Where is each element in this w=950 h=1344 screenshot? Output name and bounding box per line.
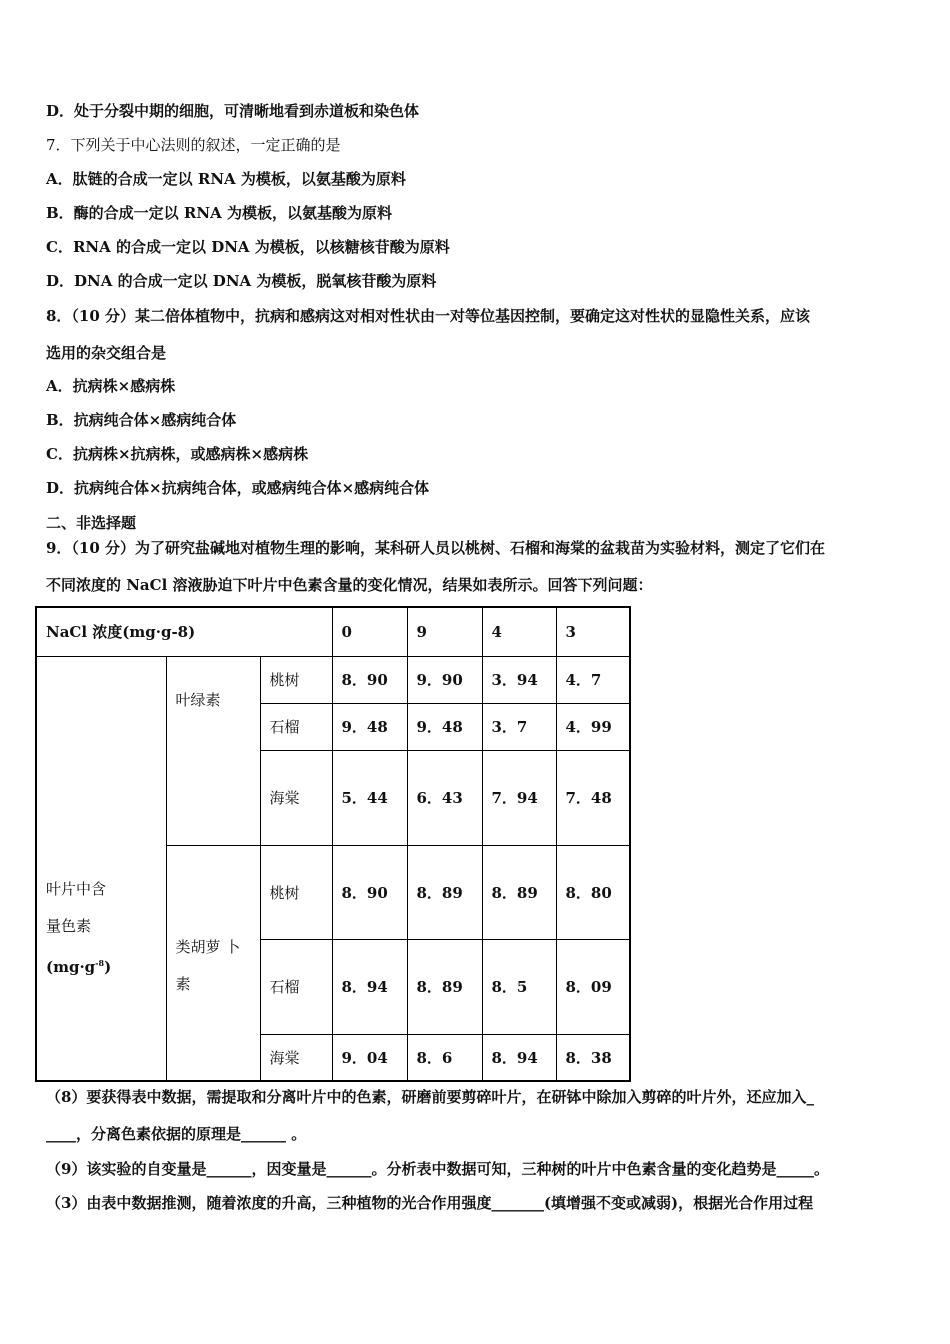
value-cell: 3．94 [482,656,556,703]
q8-option-b: B．抗病纯合体×感病纯合体 [46,411,237,429]
plant-name: 海棠 [260,750,332,845]
q8-option-c: C．抗病株×抗病株，或感病株×感病株 [46,445,309,463]
pigment-chlorophyll: 叶绿素 [166,656,260,845]
q7-option-a: A．肽链的合成一定以 RNA 为模板，以氨基酸为原料 [46,170,406,188]
value-cell: 9．48 [332,703,407,750]
row-group-label [36,656,166,1081]
value-cell: 8．89 [407,939,482,1034]
subq-9: （9）该实验的自变量是______，因变量是______。分析表中数据可知，三种树的叶片中色素含量的变化趋势是_____。 [46,1160,829,1178]
q9-stem-cont: 不同浓度的 NaCl 溶液胁迫下叶片中色素含量的变化情况，结果如表所示。回答下列问题： [46,576,653,594]
value-cell: 5．44 [332,750,407,845]
pigment-carotenoid [166,845,260,1081]
value-cell: 7．48 [556,750,630,845]
value-cell: 8．94 [332,939,407,1034]
value-cell: 8．80 [556,845,630,939]
pigment-table [35,606,631,1082]
value-cell: 8．38 [556,1034,630,1081]
value-cell: 9．90 [407,656,482,703]
plant-name: 石榴 [260,939,332,1034]
row-group-unit: $(mg\cdot g^{-8})$ [46,957,112,976]
subq-8-line1: （8）要获得表中数据，需提取和分离叶片中的色素，研磨前要剪碎叶片，在研钵中除加入剪碎的叶片外，还应加入_ [46,1088,814,1106]
value-cell: 8．89 [482,845,556,939]
value-cell: 8．5 [482,939,556,1034]
q8-option-d: D．抗病纯合体×抗病纯合体，或感病纯合体×感病纯合体 [46,479,430,497]
q8-option-a: A．抗病株×感病株 [46,377,176,395]
value-cell: 8．94 [482,1034,556,1081]
q7-option-b: B．酶的合成一定以 RNA 为模板，以氨基酸为原料 [46,204,392,222]
concentration-header: 3 [556,607,630,656]
pigment-carotenoid-line1: 类胡萝 卜 [175,937,241,956]
plant-name: 海棠 [260,1034,332,1081]
value-cell: 9．48 [407,703,482,750]
value-cell: 4．99 [556,703,630,750]
value-cell: 8．6 [407,1034,482,1081]
concentration-header: 0 [332,607,407,656]
q7-stem: 7．下列关于中心法则的叙述，一定正确的是 [46,136,341,154]
subq-3: （3）由表中数据推测，随着浓度的升高，三种植物的光合作用强度_______(填增强不变或减弱)，根据光合作用过程 [46,1194,814,1212]
value-cell: 7．94 [482,750,556,845]
value-cell: 8．09 [556,939,630,1034]
row-group-label-line2: 量色素 [46,916,92,935]
row-group-label-line1: 叶片中含 [46,879,107,898]
plant-name: 石榴 [260,703,332,750]
pigment-carotenoid-line2: 素 [175,974,191,993]
value-cell: 9．04 [332,1034,407,1081]
section-heading: 二、非选择题 [46,514,137,532]
q8-stem-cont: 选用的杂交组合是 [46,344,167,362]
table-row [36,656,630,703]
table-header-row [36,607,630,656]
q8-stem: 8．（10 分）某二倍体植物中，抗病和感病这对相对性状由一对等位基因控制，要确定这对性状的显隐性关系，应该 [46,307,811,325]
q7-option-d: D．DNA 的合成一定以 DNA 为模板，脱氧核苷酸为原料 [46,272,437,290]
value-cell: 8．90 [332,656,407,703]
value-cell: 8．90 [332,845,407,939]
value-cell: 4．7 [556,656,630,703]
header-label: NaCl 浓度(mg·g-8) [36,607,332,656]
q6-option-d: D．处于分裂中期的细胞，可清晰地看到赤道板和染色体 [46,102,420,120]
plant-name: 桃树 [260,845,332,939]
plant-name: 桃树 [260,656,332,703]
value-cell: 6．43 [407,750,482,845]
value-cell: 3．7 [482,703,556,750]
concentration-header: 9 [407,607,482,656]
value-cell: 8．89 [407,845,482,939]
concentration-header: 4 [482,607,556,656]
q9-stem: 9．（10 分）为了研究盐碱地对植物生理的影响，某科研人员以桃树、石榴和海棠的盆栽苗为实验材料，测定了它们在 [46,539,826,557]
q7-option-c: C．RNA 的合成一定以 DNA 为模板，以核糖核苷酸为原料 [46,238,450,256]
subq-8-line2: ____，分离色素依据的原理是______ 。 [46,1125,307,1143]
